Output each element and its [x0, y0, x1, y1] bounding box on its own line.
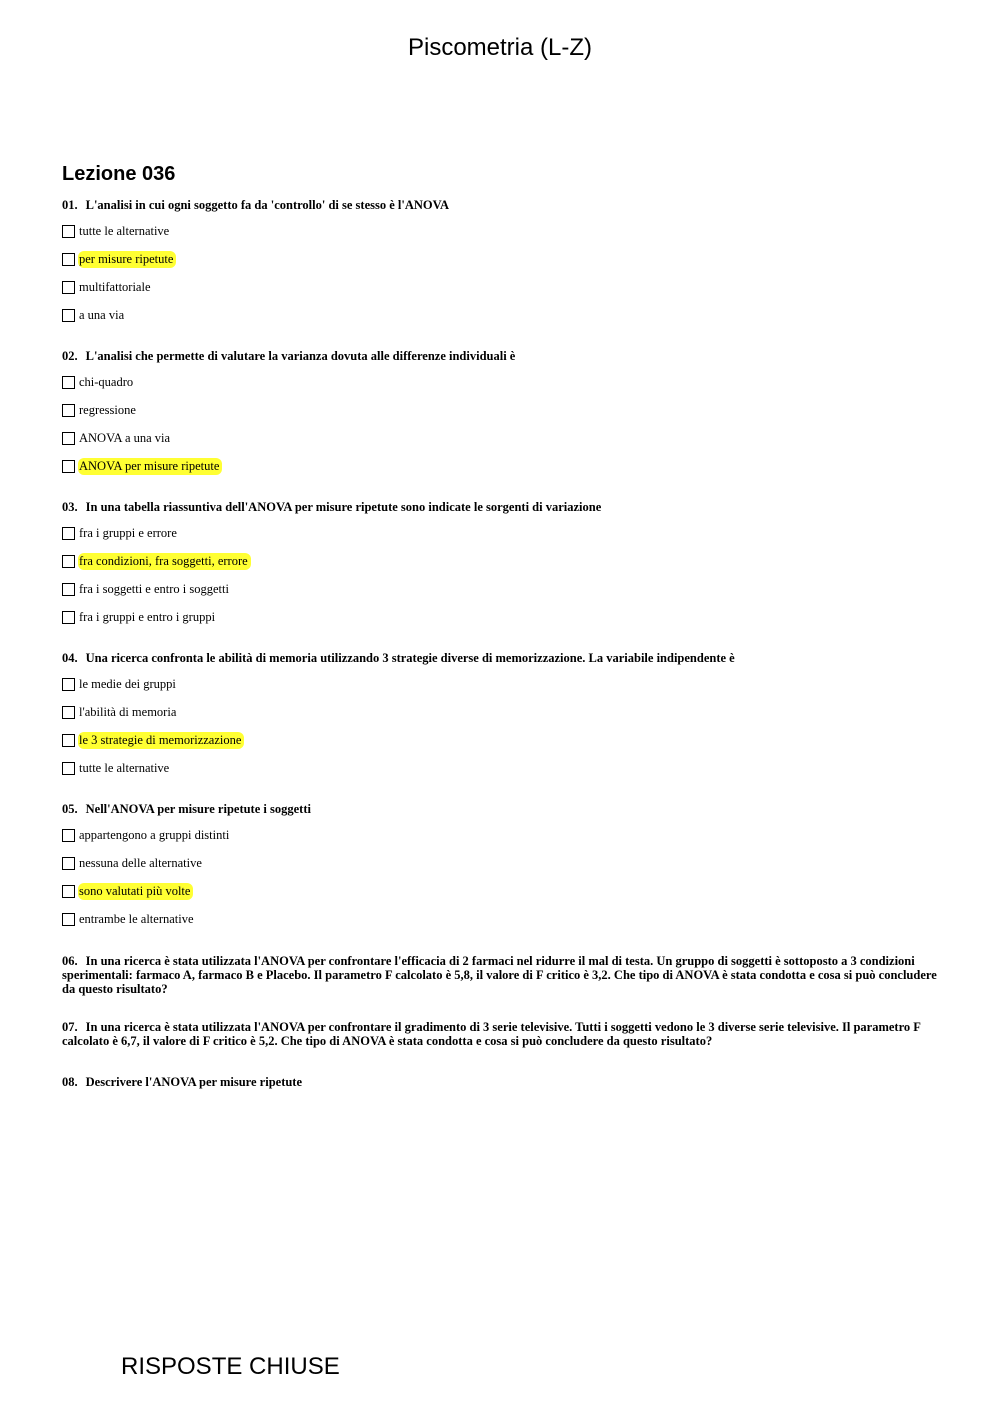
- option-q01-b[interactable]: [62, 250, 176, 268]
- question-text: In una tabella riassuntiva dell'ANOVA per misure ripetute sono indicate le sorgenti di variazione: [85, 500, 602, 514]
- checkbox[interactable]: [62, 706, 75, 719]
- question-text: Nell'ANOVA per misure ripetute i soggetti: [85, 802, 311, 816]
- option-label: le medie dei gruppi: [79, 676, 176, 691]
- checkbox[interactable]: [62, 678, 75, 691]
- checkbox[interactable]: [62, 913, 75, 926]
- option-q02-c[interactable]: [62, 429, 173, 447]
- checkbox[interactable]: [62, 527, 75, 540]
- option-label-highlighted: ANOVA per misure ripetute: [78, 458, 222, 475]
- option-q03-c[interactable]: [62, 580, 232, 598]
- option-q05-c[interactable]: [62, 882, 193, 900]
- option-label-highlighted: sono valutati più volte: [78, 883, 193, 900]
- option-label: tutte le alternative: [79, 760, 170, 775]
- question-text: L'analisi in cui ogni soggetto fa da 'controllo' di se stesso è l'ANOVA: [85, 198, 450, 212]
- question-03: [62, 500, 940, 514]
- question-05: [62, 802, 940, 816]
- question-text: Descrivere l'ANOVA per misure ripetute: [85, 1075, 303, 1089]
- option-q01-d[interactable]: [62, 306, 127, 324]
- question-08: [62, 1075, 940, 1089]
- question-number: 06.: [62, 954, 78, 968]
- checkbox[interactable]: [62, 555, 75, 568]
- option-q05-b[interactable]: [62, 854, 205, 872]
- option-label: tutte le alternative: [79, 223, 170, 238]
- question-number: 08.: [62, 1075, 78, 1089]
- question-06: [62, 954, 940, 996]
- checkbox[interactable]: [62, 829, 75, 842]
- checkbox[interactable]: [62, 281, 75, 294]
- option-label: a una via: [79, 307, 125, 322]
- option-q01-c[interactable]: [62, 278, 154, 296]
- option-label: l'abilità di memoria: [79, 704, 177, 719]
- option-q02-a[interactable]: [62, 373, 136, 391]
- option-label: chi-quadro: [79, 374, 134, 389]
- option-q03-b[interactable]: [62, 552, 251, 570]
- checkbox[interactable]: [62, 432, 75, 445]
- option-label: ANOVA a una via: [79, 430, 171, 445]
- question-number: 02.: [62, 349, 78, 363]
- question-number: 05.: [62, 802, 78, 816]
- option-q04-c[interactable]: [62, 731, 244, 749]
- checkbox[interactable]: [62, 309, 75, 322]
- option-label-highlighted: fra condizioni, fra soggetti, errore: [78, 553, 251, 570]
- question-02: [62, 349, 940, 363]
- checkbox[interactable]: [62, 762, 75, 775]
- question-07: [62, 1020, 940, 1048]
- checkbox[interactable]: [62, 460, 75, 473]
- question-04: [62, 651, 940, 665]
- lesson-title: Lezione 036: [62, 163, 176, 185]
- option-label: fra i gruppi e errore: [79, 525, 177, 540]
- checkbox[interactable]: [62, 404, 75, 417]
- option-q04-d[interactable]: [62, 759, 172, 777]
- checkbox[interactable]: [62, 734, 75, 747]
- footer-label: RISPOSTE CHIUSE: [121, 1353, 340, 1380]
- option-q02-b[interactable]: [62, 401, 139, 419]
- question-text: In una ricerca è stata utilizzata l'ANOVA per confrontare l'efficacia di 2 farmaci nel ridurre il mal di testa. Un gruppo di soggetti è sottoposto a 3 condizioni sperimentali: farmaco A, farmaco B e Placebo. Il parametro F calcolato è 5,8, il valore di F critico è 3,2. Che tipo di ANOVA è stata condotta e cosa si può concludere da questo risultato?: [62, 954, 937, 996]
- question-01: [62, 198, 940, 212]
- option-label: nessuna delle alternative: [79, 855, 202, 870]
- option-label: regressione: [79, 402, 136, 417]
- option-label-highlighted: le 3 strategie di memorizzazione: [78, 732, 244, 749]
- question-text: Una ricerca confronta le abilità di memoria utilizzando 3 strategie diverse di memorizzazione. La variabile indipendente è: [85, 651, 735, 665]
- option-label: multifattoriale: [79, 279, 151, 294]
- option-q01-a[interactable]: [62, 222, 172, 240]
- option-label-highlighted: per misure ripetute: [78, 251, 176, 268]
- checkbox[interactable]: [62, 885, 75, 898]
- checkbox[interactable]: [62, 857, 75, 870]
- option-label: appartengono a gruppi distinti: [79, 827, 230, 842]
- option-label: entrambe le alternative: [79, 911, 194, 926]
- option-q04-b[interactable]: [62, 703, 179, 721]
- question-number: 01.: [62, 198, 78, 212]
- question-number: 03.: [62, 500, 78, 514]
- checkbox[interactable]: [62, 225, 75, 238]
- page-title: Piscometria (L-Z): [407, 34, 593, 61]
- checkbox[interactable]: [62, 253, 75, 266]
- option-q03-a[interactable]: [62, 524, 180, 542]
- checkbox[interactable]: [62, 376, 75, 389]
- option-q02-d[interactable]: [62, 457, 222, 475]
- option-label: fra i gruppi e entro i gruppi: [79, 609, 216, 624]
- checkbox[interactable]: [62, 583, 75, 596]
- question-text: L'analisi che permette di valutare la varianza dovuta alle differenze individuali è: [85, 349, 516, 363]
- option-label: fra i soggetti e entro i soggetti: [79, 581, 229, 596]
- option-q03-d[interactable]: [62, 608, 218, 626]
- question-number: 04.: [62, 651, 78, 665]
- question-text: In una ricerca è stata utilizzata l'ANOVA per confrontare il gradimento di 3 serie televisive. Tutti i soggetti vedono le 3 diverse serie televisive. Il parametro F calcolato è 6,7, il valore di F critico è 5,2. Che tipo di ANOVA è stata condotta e cosa si può concludere da questo risultato?: [62, 1020, 921, 1048]
- checkbox[interactable]: [62, 611, 75, 624]
- option-q04-a[interactable]: [62, 675, 179, 693]
- question-number: 07.: [62, 1020, 78, 1034]
- option-q05-a[interactable]: [62, 826, 232, 844]
- option-q05-d[interactable]: [62, 910, 197, 928]
